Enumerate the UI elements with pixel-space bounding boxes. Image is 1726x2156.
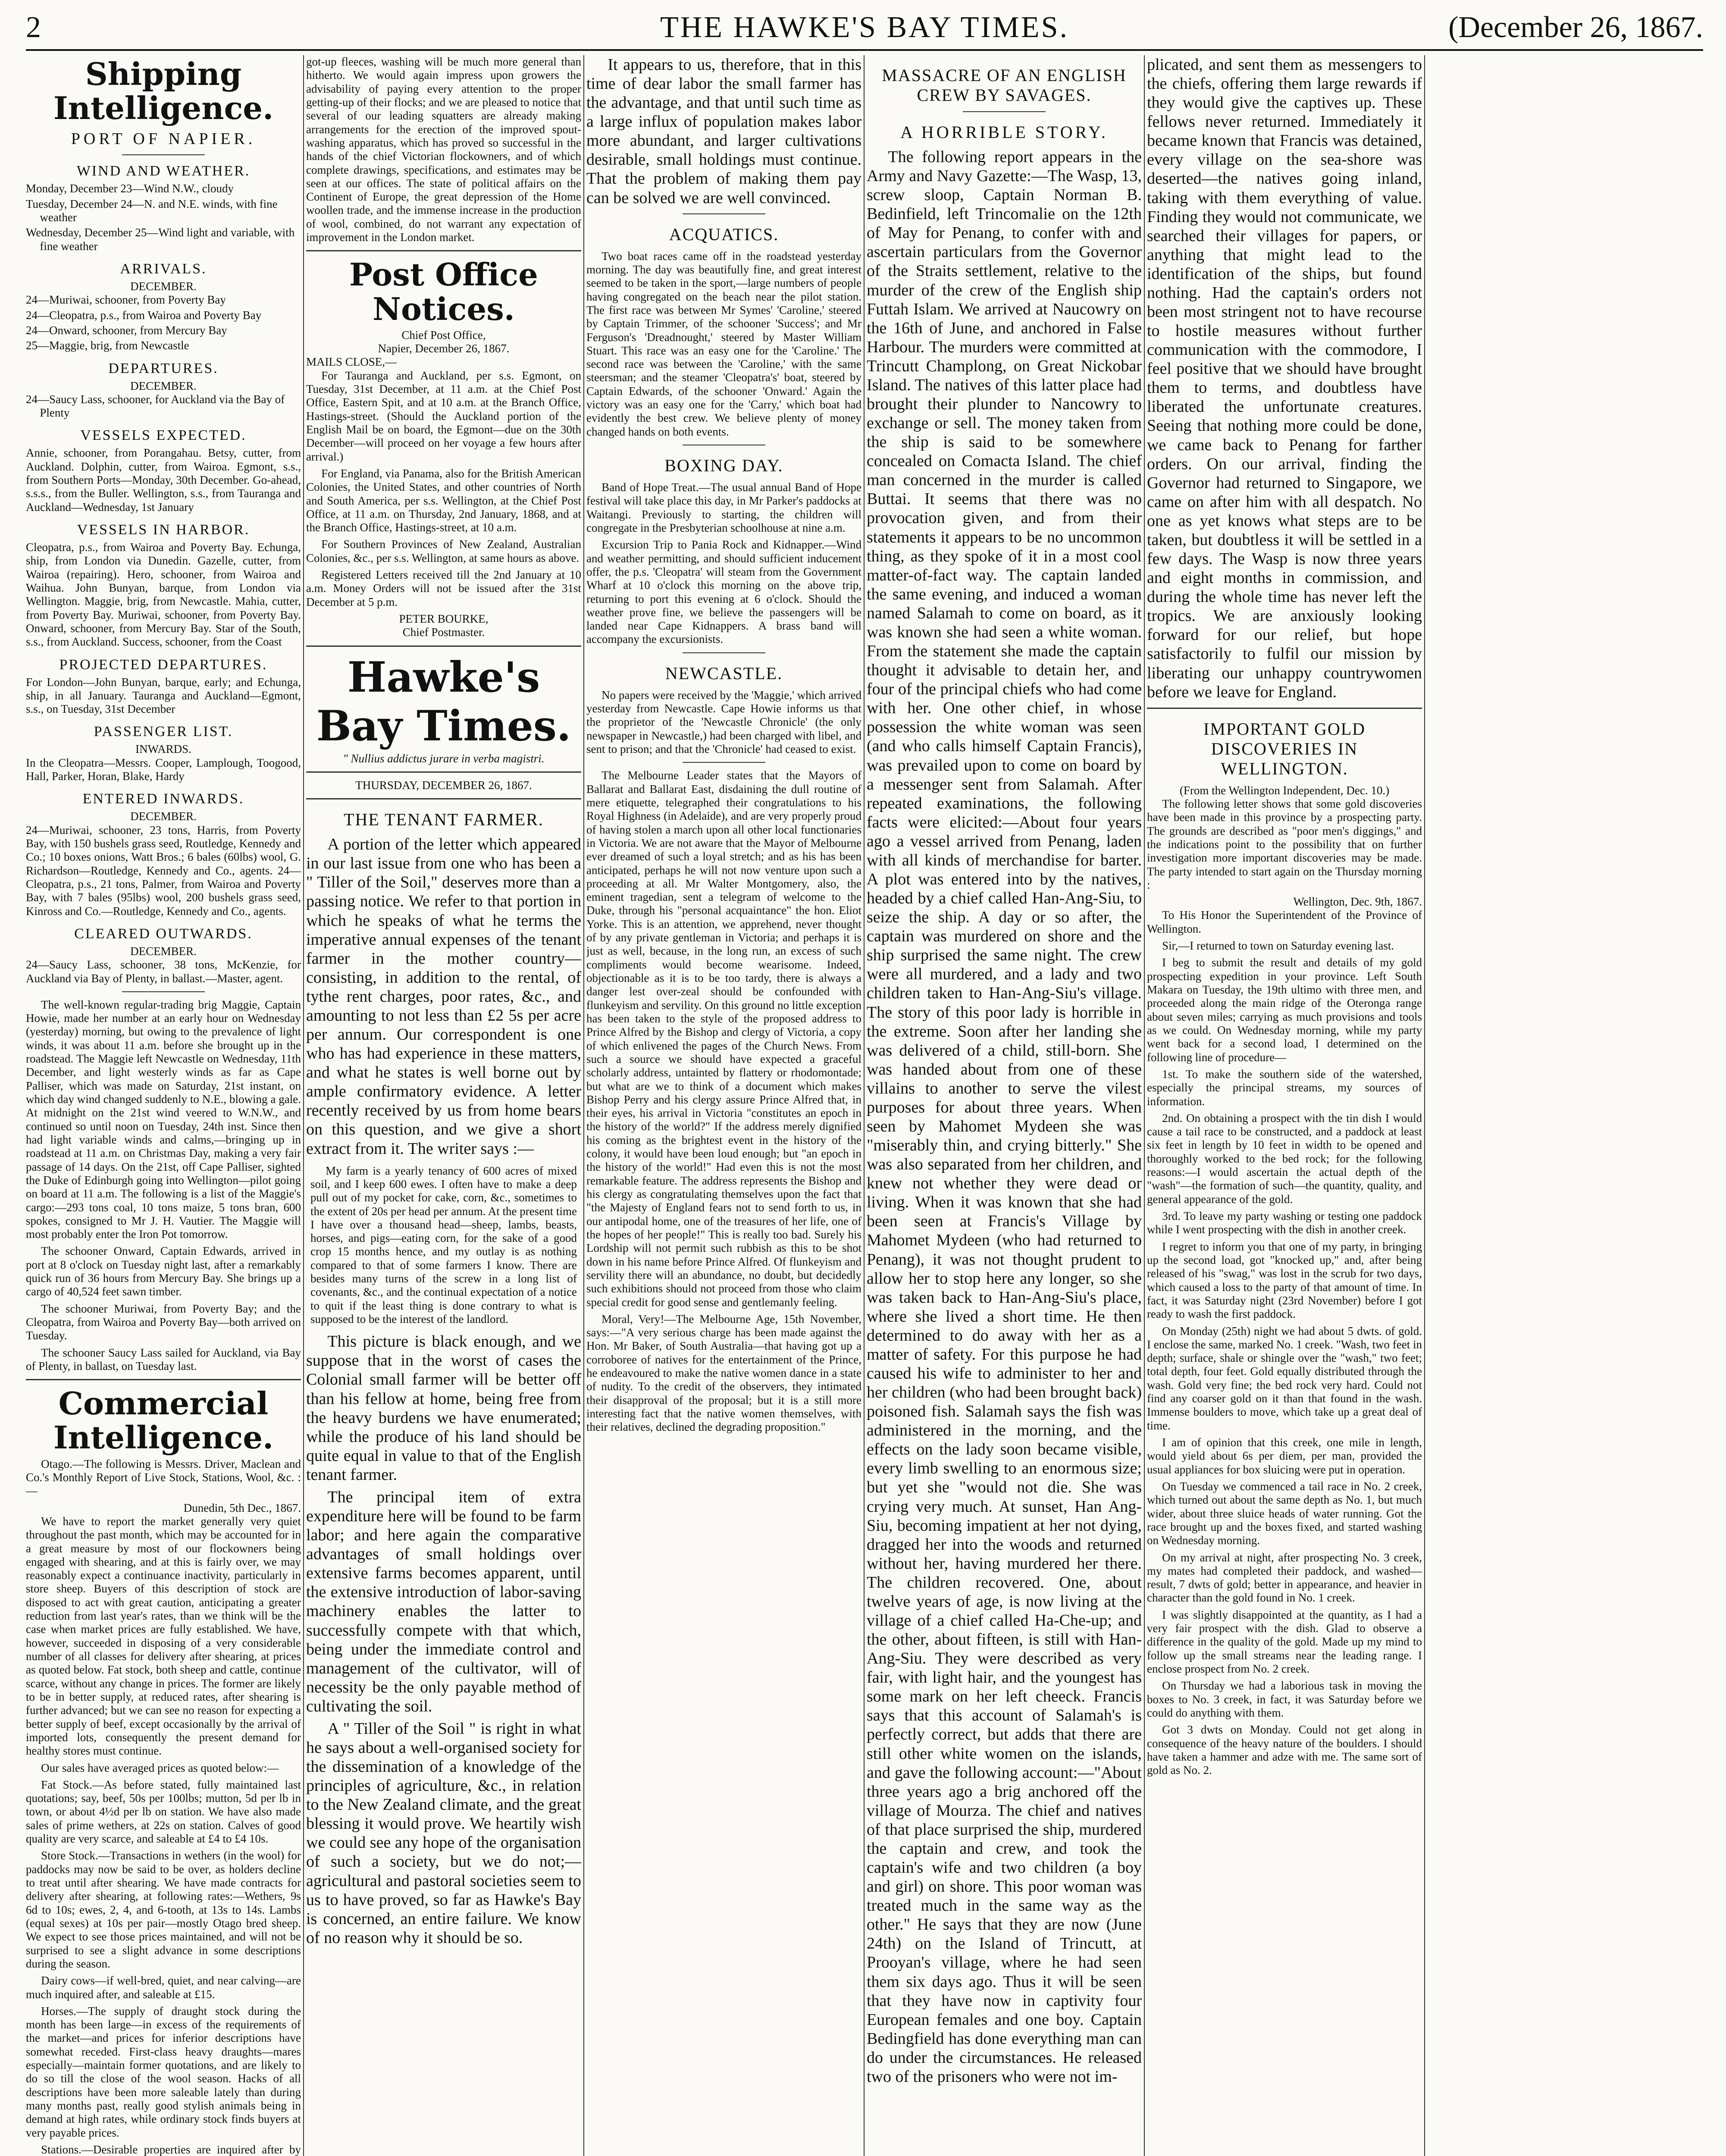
arrival-item: 24—Cleopatra, p.s., from Wairoa and Poverty Bay	[26, 308, 262, 322]
masthead-rule	[26, 49, 1703, 51]
newcastle-report: No papers were received by the 'Maggie,' which arrived yesterday from Newcastle. Cape Howie informs us that the proprietor of the 'Newcastle Chronicle' (the only newspaper in Newcastle,) had been charged with libel, and sent to prison; and that the 'Chronicle' had ceased to exist.	[586, 688, 861, 755]
postmaster-title: Chief Postmaster.	[402, 626, 485, 639]
boxing-item: Excursion Trip to Pania Rock and Kidnapper.—Wind and weather permitting, and should sufficient inducement offer, the p.s. 'Cleopatra' will steam from the Government Wharf at 10 o'clock this morning on the above trip, returning to port this evening at 6 o'clock. Should the weather prove fine, we believe the passengers will be landed near Cape Kidnappers. A brass band will accompany the excursionists.	[586, 538, 861, 646]
separator	[306, 250, 581, 251]
gold-paragraph: 2nd. On obtaining a prospect with the tin dish I would cause a tail race to be constructed, and a paddock at least six feet in length by 10 feet in width to be opened and thoroughly worked to the bed rock; for the following reasons:—I would ascertain the actual depth of the "wash"—the formation of such—the quantity, quality, and general appearance of the gold.	[1147, 1111, 1422, 1206]
vessels-expected-heading: VESSELS EXPECTED.	[80, 427, 247, 444]
mail-notice: Registered Letters received till the 2nd January at 10 a.m. Money Orders will not be issued after the 31st December at 5 p.m.	[306, 568, 581, 608]
wool-continuation: got-up fleeces, washing will be much more general than hitherto. We would again impress upon growers the advisability of paying every attention to the proper getting-up of their flocks; and we are pleased to notice that several of our leading squatters are already making arrangements for the erection of the improved spout-washing apparatus, which has proved so successful in the hands of the chief Victorian flockowners, and of which complete drawings, specifications, and estimates may be seen at our offices. The state of political affairs on the Continent of Europe, the great depression of the Home woollen trade, and the immense increase in the production of wool, combined, do not warrant any expectation of improvement in the London market.	[306, 55, 581, 244]
departures-heading: DEPARTURES.	[108, 360, 219, 376]
newspaper-title: THE HAWKE'S BAY TIMES.	[660, 11, 1069, 44]
post-office-heading: Post Office Notices.	[349, 256, 538, 327]
vessels-expected: Annie, schooner, from Porangahau. Betsy, cutter, from Auckland. Dolphin, cutter, from Wairoa. Egmont, s.s., from Southern Ports—Monday, 30th December. Go-ahead, s.s.s., from the Buller. Wellington, s.s., from Tauranga and Auckland—Wednesday, 1st January	[26, 446, 301, 514]
weather-item: Wednesday, December 25—Wind light and variable, with fine weather	[26, 226, 295, 253]
cleared-month: DECEMBER.	[130, 944, 197, 958]
column-divider	[1424, 55, 1425, 2156]
arrival-item: 24—Onward, schooner, from Mercury Bay	[26, 323, 227, 337]
editorial-conclusion: It appears to us, therefore, that in this time of dear labor the small farmer has the advantage, and that until such time as a large influx of population makes labor more abundant, and larger cultivations desirable, small holdings must continue. That the problem of making them pay can be solved we are well convinced.	[586, 56, 861, 207]
boxing-heading: BOXING DAY.	[664, 456, 783, 475]
commercial-paragraph: Stations.—Desirable properties are inquired after by	[41, 2143, 301, 2156]
separator	[122, 991, 204, 992]
passenger-list: In the Cleopatra—Messrs. Cooper, Lamplough, Toogood, Hall, Parker, Horan, Blake, Hardy	[26, 756, 301, 783]
arrivals-month: DECEMBER.	[130, 279, 197, 293]
passenger-sub: INWARDS.	[135, 743, 191, 756]
gold-paragraph: I am of opinion that this creek, one mile in length, would yield about 6s per diem, per man, provided the usual appliances for box sluicing were put in operation.	[1147, 1436, 1422, 1476]
mails-close: MAILS CLOSE,—	[306, 355, 397, 369]
commercial-paragraph: Store Stock.—Transactions in wethers (in the wool) for paddocks may now be said to be over, as holders decline to treat until after shearing. We have made contracts for delivery after shearing, at following rates:—Wethers, 9s 6d to 10s; ewes, 2, 4, and 6-tooth, at 13s to 14s. Lambs (equal sexes) at 10s per pair—mostly Otago bred sheep. We expect to see those prices maintained, and will not be surprised to see a slight advance in some descriptions during the season.	[26, 1849, 301, 1970]
column-4	[867, 55, 1142, 2156]
commercial-paragraph: Dairy cows—if well-bred, quiet, and near calving—are much inquired after, and saleable at £15.	[26, 1974, 301, 2001]
editorial-paragraph: A " Tiller of the Soil " is right in what he says about a well-organised society for the dissemination of a knowledge of the principles of agriculture, &c., in relation to the New Zealand climate, and the great blessing it would prove. We heartily wish we could see any hope of the organisation of such a society, but we do not;—agricultural and pastoral societies seem to us to have proved, so far as Hawke's Bay is concerned, an entire failure. We know of no reason why it should be so.	[306, 1719, 581, 1947]
column-divider	[864, 55, 865, 2156]
aquatics-heading: ACQUATICS.	[669, 224, 779, 244]
massacre-continuation: plicated, and sent them as messengers to the chiefs, offering them large rewards if they would give the captives up. These fellows never returned. Immediately it became known that Francis was detained, every village on the sea-shore was deserted—the natives going inland, taking with them everything of value. Finding they would not communicate, we searched their villages for papers, or anything that might lead to the identification of the ships, but found nothing. Had the captain's orders not been most stringent not to have recourse to hostile measures without further communication with the commodore, I feel positive that we should have brought them to terms, and doubtless have liberated the unfortunate creatures. Seeing that nothing more could be done, we came back to Penang for farther orders. On our arrival, finding the Governor had returned to Singapore, we came on after him with all despatch. No one as yet knows what steps are to be taken, but doubtless it will be settled in a few days. The Wasp is now three years and eight months in commission, and during the whole time has never left the tropics. We are anxiously looking forward for our relief, but hope satisfactorily to fulfil our mission by liberating our unhappy countrywomen before we leave for England.	[1147, 56, 1422, 701]
arrivals-list	[26, 293, 301, 352]
column-divider	[1144, 55, 1145, 2156]
entered-month: DECEMBER.	[130, 810, 197, 823]
separator	[306, 646, 581, 647]
column-5	[1147, 55, 1422, 2156]
gold-paragraph: Sir,—I returned to town on Saturday evening last.	[1162, 939, 1394, 953]
page-number: 2	[26, 11, 41, 44]
gold-addressee: To His Honor the Superintendent of the Province of Wellington.	[1147, 909, 1422, 935]
commercial-paragraph: Our sales have averaged prices as quoted below:—	[41, 1761, 279, 1774]
editorial-masthead: Hawke's Bay Times.	[316, 652, 571, 750]
columns	[26, 55, 1703, 2156]
gold-heading: IMPORTANT GOLD DISCOVERIES IN WELLINGTON.	[1203, 719, 1366, 778]
editorial-title: THE TENANT FARMER.	[344, 810, 544, 830]
shipping-heading: Shipping Intelligence.	[53, 56, 274, 127]
page-masthead	[26, 8, 1703, 47]
gold-paragraph: 3rd. To leave my party washing or testing one paddock while I went prospecting with the dish in another creek.	[1147, 1210, 1422, 1236]
post-office-header: Chief Post Office,	[401, 328, 486, 342]
arrival-item: 24—Muriwai, schooner, from Poverty Bay	[26, 293, 226, 307]
projected-heading: PROJECTED DEPARTURES.	[59, 656, 268, 673]
gold-paragraph: On my arrival at night, after prospecting No. 3 creek, my mates had completed their paddock, and washed—result, 7 dwts of gold; better in appearance, and heavier in character than the gold found in No. 1 creek.	[1147, 1551, 1422, 1604]
issue-date: (December 26, 1867.	[1448, 11, 1703, 44]
newcastle-heading: NEWCASTLE.	[665, 663, 783, 683]
editorial-paragraph: The principal item of extra expenditure here will be found to be farm labor; and here again the comparative advantages of small holdings over extensive farms becomes apparent, until the extensive introduction of labor-saving machinery enables the latter to successfully compete with that which, being under the immediate control and management of the cultivator, will of necessity be the only payable method of cultivating the soil.	[306, 1488, 581, 1715]
vessels-harbour: Cleopatra, p.s., from Wairoa and Poverty Bay. Echunga, ship, from London via Dunedin. Gazelle, cutter, from Wairoa (repairing). Hero, schooner, from Wairoa and Waihua. John Bunyan, barque, from London via Wellington. Maggie, brig, from Newcastle. Mahia, cutter, from Poverty Bay. Muriwai, schooner, from Poverty Bay. Onward, schooner, from Mercury Bay. Star of the South, s.s., from Auckland. Success, schooner, from the Coast	[26, 541, 301, 649]
editorial-paragraph: A portion of the letter which appeared in our last issue from one who has been a " Tiller of the Soil," deserves more than a passing notice. We refer to that portion in which he speaks of what he terms the imperative annual expenses of the tenant farmer in the mother country—consisting, in addition to the rental, of tythe rent charges, poor rates, &c., and amounting to not less than £2 5s per acre per annum. Our correspondent is one who has had experience in these matters, and what he states is well borne out by ample confirmatory evidence. A letter recently received by us from home bears on this question, and we give a short extract from it. The writer says :—	[306, 835, 581, 1158]
column-divider	[303, 55, 304, 2156]
commercial-paragraph: Horses.—The supply of draught stock during the month has been large—in excess of the requirements of the market—and prices for inferior descriptions have somewhat receded. First-class heavy draughts—mares especially—maintain former quotations, and are likely to do so till the close of the wool season. Hacks of all descriptions have been more saleable lately than during many months past, really good stylish animals being in demand at high rates, while ordinary stock finds buyers at very payable prices.	[26, 2004, 301, 2139]
gold-paragraph: I was slightly disappointed at the quantity, as I had a very fair prospect with the dish. Glad to observe a difference in the quality of the gold. Made up my mind to follow up the small streams near the leading range. I enclose prospect from No. 2 creek.	[1147, 1608, 1422, 1676]
melbourne-report: Moral, Very!—The Melbourne Age, 15th November, says:—"A very serious charge has been made against the Hon. Mr Baker, of South Australia—that having got up a corroboree of natives for the entertainment of the Prince, he endeavoured to make the native women dance in a state of nudity. To the credit of the observers, they intimated their disapproval of the proposal; but it is a still more interesting fact that the native women themselves, with their relatives, declined the degrading proposition."	[586, 1312, 861, 1434]
gold-paragraph: I beg to submit the result and details of my gold prospecting expedition in your province. Left South Makara on Tuesday, the 19th ultimo with three men, and proceeded along the main ridge of the Oteronga range about seven miles; carrying as much provisions and tools as we could. On Wednesday morning, while my party went back for a second load, I determined on the following line of procedure—	[1147, 956, 1422, 1064]
gold-paragraph: Got 3 dwts on Monday. Could not get along in consequence of the heavy nature of the boulders. I should have taken a hammer and adze with me. The same sort of gold as No. 2.	[1147, 1723, 1422, 1777]
separator	[26, 1379, 301, 1380]
separator	[122, 154, 204, 155]
weather-list	[26, 182, 301, 253]
projected-departures: For London—John Bunyan, barque, early; and Echunga, ship, in all January. Tauranga and Auckland—Egmont, s.s., on Tuesday, 31st December	[26, 675, 301, 716]
boxing-item: Band of Hope Treat.—The usual annual Band of Hope festival will take place this day, in Mr Parker's paddocks at Waitangi. Previously to starting, the children will congregate in the Presbyterian schoolhouse at nine a.m.	[586, 481, 861, 534]
separator	[1147, 708, 1422, 709]
cleared-outwards: 24—Saucy Lass, schooner, 38 tons, McKenzie, for Auckland via Bay of Plenty, in ballast.—Master, agent.	[26, 958, 301, 985]
gold-paragraph: On Monday (25th) night we had about 5 dwts. of gold. I enclose the same, marked No. 1 creek. "Wash, two feet in depth; surface, shale or shingle over the "wash," two feet; total depth, four feet. Gold equally distributed through the wash. Gold very fine; the bed rock very hard. Could not find any coarser gold on it than that found in the wash. Immense boulders to move, which take up a great deal of time.	[1147, 1324, 1422, 1432]
entered-inwards: 24—Muriwai, schooner, 23 tons, Harris, from Poverty Bay, with 150 bushels grass seed, Routledge, Kennedy and Co.; 10 boxes onions, Watt Bros.; 6 bales (60lbs) wool, G. Richardson—Routledge, Kennedy and Co., agents. 24—Cleopatra, p.s., 21 tons, Palmer, from Wairoa and Poverty Bay, with 7 bales (95lbs) wool, 200 bushels grass seed, Kinross and Co.—Routledge, Kennedy and Co., agents.	[26, 823, 301, 918]
gold-source: (From the Wellington Independent, Dec. 10.)	[1179, 783, 1390, 797]
vessels-harbour-heading: VESSELS IN HARBOR.	[77, 522, 250, 538]
arrival-item: 25—Maggie, brig, from Newcastle	[26, 339, 189, 352]
weather-item: Monday, December 23—Wind N.W., cloudy	[26, 182, 234, 195]
column-6	[1427, 55, 1702, 2156]
shipping-narrative: The schooner Onward, Captain Edwards, arrived in port at 8 o'clock on Tuesday night last, after a remarkably quick run of 36 hours from Mercury Bay. She brings up a cargo of 40,524 feet sawn timber.	[26, 1244, 301, 1298]
gold-paragraph: I regret to inform you that one of my party, in bringing up the second load, got "knocked up," and, after being released of his "swag," was lost in the scrub for two days, which caused a loss to the party of that amount of time. In fact, it was Saturday night (23rd November) before I got ready to wash the first paddock.	[1147, 1240, 1422, 1321]
massacre-subheading: A HORRIBLE STORY.	[900, 122, 1108, 142]
postmaster-signature: PETER BOURKE,	[399, 612, 489, 625]
melbourne-report: The Melbourne Leader states that the Mayors of Ballarat and Ballarat East, disdaining the dull routine of mere etiquette, telegraphed their congratulations to his Royal Highness (in Adelaide), and are very properly proud of having stolen a march upon all other local functionaries in Victoria. We are not aware that the Mayor of Melbourne ever dreamed of such a loyal stretch; and as his has been anticipated, perhaps he will not now venture upon such a proceeding at all. Mr Walter Montgomery, also, the eminent tragedian, sent a telegram of welcome to the Duke, through his "personal acquaintance" the hon. Eliot Yorke. This is an attention, we apprehend, never thought of by any private gentleman in Victoria; and perhaps it is just as well, because, in the long run, an excess of such compliments would become wearisome. Indeed, objectionable as it is to be too tardy, there is always a danger lest over-zeal should be confounded with flunkeyism and servility. On this ground no little exception has been taken to the style of the proposed address to Prince Alfred by the Bishop and clergy of Victoria, a copy of which enlivened the pages of the Church News. From such a source we should have expected a graceful scholarly address, untainted by flattery or rhodomontade; but what are we to think of a document which makes Bishop Perry and his clergy assure Prince Alfred that, in their eyes, his arrival in Victoria "constitutes an epoch in the history of the world?" If the address merely dignified his coming as the brightest event in the history of the colony, it would have been loud enough; but "an epoch in the history of the world!" Had even this is not the most remarkable feature. The address represents the Bishop and his clergy as congratulating themselves upon the fact that "the Majesty of England fears not to send forth to us, in our antipodal home, one of the treasures of her life, one of the hopes of her people!" This is really too bad. Surely his Lordship will not permit such rubbish as this to be shot down in his name before Prince Alfred. Of flunkeyism and servility there will an abundance, no doubt, but decidedly such exhibitions should not proceed from those who claim special credit for good sense and gentlemanly feeling.	[586, 769, 861, 1309]
gold-dateline: Wellington, Dec. 9th, 1867.	[1293, 895, 1422, 909]
commercial-dateline: Dunedin, 5th Dec., 1867.	[183, 1501, 301, 1514]
departures-list	[26, 393, 301, 420]
commercial-paragraph: Fat Stock.—As before stated, fully maintained last quotations; say, beef, 50s per 100lbs; mutton, 5d per lb in town, or about 4½d per lb on station. We have also made sales of prime wethers, at 22s on station. Calves of good quality are very scarce, and saleable at £4 to £4 10s.	[26, 1778, 301, 1846]
shipping-narrative: The schooner Saucy Lass sailed for Auckland, via Bay of Plenty, in ballast, on Tuesday last.	[26, 1346, 301, 1373]
weather-item: Tuesday, December 24—N. and N.E. winds, with fine weather	[26, 197, 278, 224]
commercial-intro: Otago.—The following is Messrs. Driver, Maclean and Co.'s Monthly Report of Live Stock, Stations, Wool, &c. :—	[26, 1457, 301, 1498]
separator	[963, 111, 1045, 112]
passenger-heading: PASSENGER LIST.	[94, 724, 233, 740]
editorial-paragraph: This picture is black enough, and we suppose that in the worst of cases the Colonial small farmer will be better off than his fellow at home, being free from the heavy burdens we have enumerated; while the produce of his land should be quite equal in value to that of the English tenant farmer.	[306, 1332, 581, 1484]
separator	[306, 771, 581, 773]
gold-paragraph: On Tuesday we commenced a tail race in No. 2 creek, which turned out about the same depth as No. 1, but much wider, about three sluice heads of water running. Got the race brought up and the boxes fixed, and started washing on Wednesday morning.	[1147, 1479, 1422, 1547]
gold-paragraph: On Thursday we had a laborious task in moving the boxes to No. 3 creek, in fact, it was Saturday before we could do anything with them.	[1147, 1679, 1422, 1719]
editorial-quote: My farm is a yearly tenancy of 600 acres of mixed soil, and I keep 600 ewes. I often have to make a deep pull out of my pocket for cake, corn, &c., sometimes to the extent of 20s per head per annum. At the present time I have over a thousand head—sheep, lambs, beasts, horses, and pigs—eating corn, for the sake of a good crop 15 months hence, and my outlay is as nothing compared to that of some farmers I know. There are besides many turns of the screw in a long list of covenants, &c., and the continual expectation of a notice to quit if the least thing is done contrary to what is supposed to be the interest of the landlord.	[310, 1164, 577, 1326]
weather-heading: WIND AND WEATHER.	[76, 163, 251, 179]
departure-item: 24—Saucy Lass, schooner, for Auckland via the Bay of Plenty	[26, 392, 285, 420]
mail-notice: For Tauranga and Auckland, per s.s. Egmont, on Tuesday, 31st December, at 11 a.m. at the Chief Post Office, Eastern Spit, and at 10 a.m. at the Branch Office, Hastings-street. (Should the Auckland portion of the English Mail be on board, the Egmont—due on the 30th December—will proceed on her voyage a few hours after arrival.)	[306, 369, 581, 463]
post-office-date: Napier, December 26, 1867.	[378, 342, 510, 355]
entered-heading: ENTERED INWARDS.	[82, 791, 244, 807]
massacre-report: The following report appears in the Army and Navy Gazette:—The Wasp, 13, screw sloop, Captain Norman B. Bedinfield, left Trincomalie on the 12th of May for Penang, to confer with and ascertain particulars from the Governor of the Straits settlement, relative to the murder of the crew of the English ship Futtah Islam. We arrived at Naucowry on the 16th of June, and anchored in False Harbour. The murders were committed at Trincutt Champlong, on Great Nickobar Island. The natives of this latter place had brought their plunder to Nancowry to exchange or sell. The money taken from the ship is said to be somewhere concealed on Comacta Island. The chief man concerned in the murder is called Buttai. It seems that there was no provocation given, and from their statements it appears to be no uncommon thing, as they spoke of it in a most cool matter-of-fact way. The captain landed the same evening, and induced a woman named Salamah to come on board, as it was known she had seen a white woman. From the statement she made the captain thought it advisable to detain her, and four of the principal chiefs who had come with her. One other chief, in whose possession the white woman was seen (and who calls himself Captain Francis), was prevailed upon to come on board by a messenger sent from Salamah. After repeated examinations, the following facts were elicited:—About four years ago a vessel arrived from Penang, laden with all kinds of merchandise for barter. A plot was entered into by the natives, headed by a chief called Han-Ang-Siu, to seize the ship. A day or so after, the captain was murdered on shore and the ship surprised the same night. The crew were all murdered, and a lady and two children taken to Han-Ang-Siu's village. The story of this poor lady is horrible in the extreme. Soon after her landing she was delivered of a child, still-born. She was handed about from one of these villains to another to serve the vilest purposes for about three years. When seen by Mahomet Mydeen she was "miserably thin, and crying bitterly." She was also separated from her children, and knew not whether they were dead or living. When it was known that she had been seen at Francis's Village by Mahomet Mydeen (who had returned to Penang), it was not thought prudent to allow her to stop here any longer, so she was taken back to Han-Ang-Siu's place, where she lived a short time. He then determined to do away with her as a matter of safety. For this purpose he had caused his wife to administer to her and her children (who had been brought back) poisoned fish. Salamah says the fish was administered in the morning, and the effects on the lady soon became visible, every limb swelling to an enormous size; but yet she "would not die. She was crying very much. At sunset, Han Ang-Siu, becoming impatient at her not dying, dragged her into the woods and returned without her, having murdered her there. The children recovered. One, about twelve years of age, is now living at the village of a chief called Ha-Che-up; and the other, about fifteen, is still with Han-Ang-Siu. They were described as very fair, with light hair, and the youngest has some mark on her left cheeck. Francis says that this account of Salamah's is perfectly correct, but adds that there are still other white women on the islands, and gave the following account:—"About three years ago a brig anchored off the village of Mourza. The chief and natives of that place surprised the ship, murdered the captain and crew, and took the captain's wife and two children (a boy and girl) on shore. This poor woman was treated much in the same way as the other." He says that they are now (June 24th) on the Island of Trincutt, at Prooyan's village, where he had seen them six days ago. Thus it will be seen that they have now in captivity four European females and one boy. Captain Bedingfield has done everything man can do under the circumstances. He released two of the prisoners who were not im-	[867, 148, 1142, 2086]
gold-intro: The following letter shows that some gold discoveries have been made in this province by a prospecting party. The grounds are described as "poor men's diggings," and the indications point to the possibility that on further investigation more important discoveries may be made. The party intended to start again on the Thursday morning :	[1147, 797, 1422, 891]
separator	[683, 762, 765, 763]
separator	[683, 213, 765, 214]
column-1	[26, 55, 301, 2156]
editorial-date: THURSDAY, DECEMBER 26, 1867.	[355, 778, 532, 792]
cleared-heading: CLEARED OUTWARDS.	[74, 925, 253, 942]
separator	[306, 798, 581, 799]
mail-notice: For Southern Provinces of New Zealand, Australian Colonies, &c., per s.s. Wellington, at same hours as above.	[306, 538, 581, 564]
editorial-motto: " Nullius addictus jurare in verba magistri.	[343, 752, 545, 765]
shipping-narrative: The schooner Muriwai, from Poverty Bay; and the Cleopatra, from Wairoa and Poverty Bay—both arrived on Tuesday.	[26, 1302, 301, 1342]
column-2	[306, 55, 581, 2156]
aquatics-report: Two boat races came off in the roadstead yesterday morning. The day was beautifully fine, and great interest seemed to be taken in the sport,—large numbers of people having congregated on the beach near the pilot station. The first race was between Mr Symes' 'Caroline,' steered by Captain Trimmer, of the schooner 'Success'; and Mr Ferguson's 'Dreadnought,' steered by Master William Stuart. This race was an easy one for the 'Caroline.' The second race was between the 'Caroline,' with the same steersman; and the steamer 'Cleopatra's' boat, steered by Captain Edwards, of the schooner 'Onward.' Again the victory was an easy one for the 'Carry,' which boat had evidently the best crew. We believe plenty of money changed hands on both events.	[586, 249, 861, 438]
departures-month: DECEMBER.	[130, 379, 197, 392]
commercial-heading: Commercial Intelligence.	[53, 1385, 274, 1456]
separator	[683, 652, 765, 653]
gold-paragraph: 1st. To make the southern side of the watershed, especially the principal streams, my sources of information.	[1147, 1067, 1422, 1108]
column-divider	[583, 55, 584, 2156]
arrivals-heading: ARRIVALS.	[120, 260, 207, 277]
commercial-paragraph: We have to report the market generally very quiet throughout the past month, which may be accounted for in a great measure by most of our flockowners being engaged with shearing, and at this is fairly over, we may reasonably expect a continuance inactivity, particularly in store sheep. Buyers of this description of stock are disposed to act with great caution, anticipating a greater reduction from last year's rates, than we think will be the case when market prices are fully established. We have, however, succeeded in disposing of a very considerable number of all classes for delivery after shearing, at prices as quoted below. Fat stock, both sheep and cattle, continue scarce, without any change in prices. The former are likely to be in better supply, at reduced rates, after shearing is further advanced; but we can see no reason for expecting a better supply of beef, except occasionally by the arrival of imported lots, consequently the present demand for healthy stores must continue.	[26, 1514, 301, 1758]
column-3	[586, 55, 861, 2156]
massacre-heading: MASSACRE OF AN ENGLISH CREW BY SAVAGES.	[882, 66, 1127, 105]
mail-notice: For England, via Panama, also for the British American Colonies, the United States, and other countries of North and South America, per s.s. Wellington, at the Chief Post Office, at 11 a.m. on Thursday, 2nd January, 1868, and at the Branch Office, Hastings-street, at 10 a.m.	[306, 467, 581, 534]
shipping-narrative: The well-known regular-trading brig Maggie, Captain Howie, made her number at an early hour on Wednesday (yesterday) morning, but owing to the prevalence of light winds, it was about 11 a.m. before she brought up in the roadstead. The Maggie left Newcastle on Wednesday, 11th December, and light westerly winds as far as Cape Palliser, which was made on Saturday, 21st instant, on which day wind changed suddenly to N.E., blowing a gale. At midnight on the 21st wind veered to W.N.W., and continued so until noon on Tuesday, 24th inst. Since then had light variable winds and calms,—bringing up in roadstead at 11 a.m. on Christmas Day, making a very fair passage of 14 days. On the 21st, off Cape Palliser, sighted the Duke of Edinburgh going into Wellington—pilot going on board at 11 a.m. The following is a list of the Maggie's cargo:—293 tons coal, 10 tons maize, 5 tons bran, 600 spokes, consigned to Mr J. H. Vautier. The Maggie will most probably enter the Iron Pot tomorrow.	[26, 998, 301, 1241]
port-heading: PORT OF NAPIER.	[71, 130, 256, 148]
